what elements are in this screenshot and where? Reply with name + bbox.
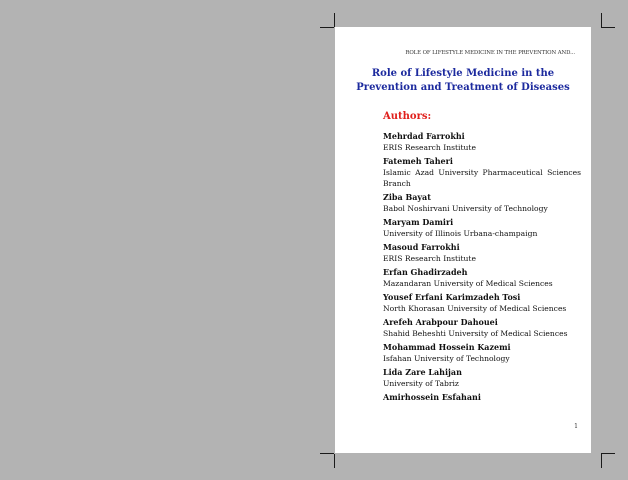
list-item: [383, 367, 581, 389]
author-affiliation: Shahid Beheshti University of Medical Sciences: [383, 329, 568, 338]
author-name: Yousef Erfani Karimzadeh Tosi: [383, 292, 521, 302]
list-item: [383, 317, 581, 339]
author-affiliation: North Khorasan University of Medical Sciences: [383, 304, 567, 313]
author-affiliation: Babol Noshirvani University of Technology: [383, 204, 548, 213]
author-name: Lida Zare Lahijan: [383, 367, 462, 377]
crop-mark: [601, 454, 602, 468]
author-affiliation: Islamic Azad University Pharmaceutical Sciences Branch: [383, 168, 581, 188]
list-item: [383, 192, 581, 214]
crop-mark: [320, 27, 334, 28]
crop-mark: [601, 27, 615, 28]
list-item: [383, 292, 581, 314]
crop-mark: [320, 453, 334, 454]
list-item: [383, 342, 581, 364]
document-page: [335, 27, 591, 453]
author-name: Amirhossein Esfahani: [383, 392, 481, 402]
crop-mark: [334, 454, 335, 468]
author-name: Mohammad Hossein Kazemi: [383, 342, 511, 352]
page-number: 1: [574, 423, 578, 430]
author-name: Arefeh Arabpour Dahouei: [383, 317, 498, 327]
list-item: [383, 131, 581, 153]
author-name: Erfan Ghadirzadeh: [383, 267, 468, 277]
author-affiliation: ERIS Research Institute: [383, 143, 476, 152]
author-affiliation: Isfahan University of Technology: [383, 354, 510, 363]
page-title: Role of Lifestyle Medicine in the Prevention and Treatment of Diseases: [356, 68, 570, 93]
author-name: Mehrdad Farrokhi: [383, 131, 465, 141]
author-name: Fatemeh Taheri: [383, 156, 453, 166]
list-item: [383, 156, 581, 189]
authors-heading: Authors:: [383, 111, 432, 122]
author-affiliation: Mazandaran University of Medical Sciences: [383, 279, 553, 288]
list-item: [383, 242, 581, 264]
list-item: [383, 392, 581, 403]
crop-mark: [601, 453, 615, 454]
author-affiliation: University of Illinois Urbana-champaign: [383, 229, 538, 238]
author-name: Masoud Farrokhi: [383, 242, 460, 252]
author-list: [383, 131, 581, 406]
list-item: [383, 267, 581, 289]
crop-mark: [601, 13, 602, 27]
crop-mark: [334, 13, 335, 27]
list-item: [383, 217, 581, 239]
author-affiliation: University of Tabriz: [383, 379, 459, 388]
author-name: Maryam Damiri: [383, 217, 454, 227]
author-affiliation: ERIS Research Institute: [383, 254, 476, 263]
author-name: Ziba Bayat: [383, 192, 431, 202]
running-head: ROLE OF LIFESTYLE MEDICINE IN THE PREVENTION AND...: [405, 50, 575, 56]
